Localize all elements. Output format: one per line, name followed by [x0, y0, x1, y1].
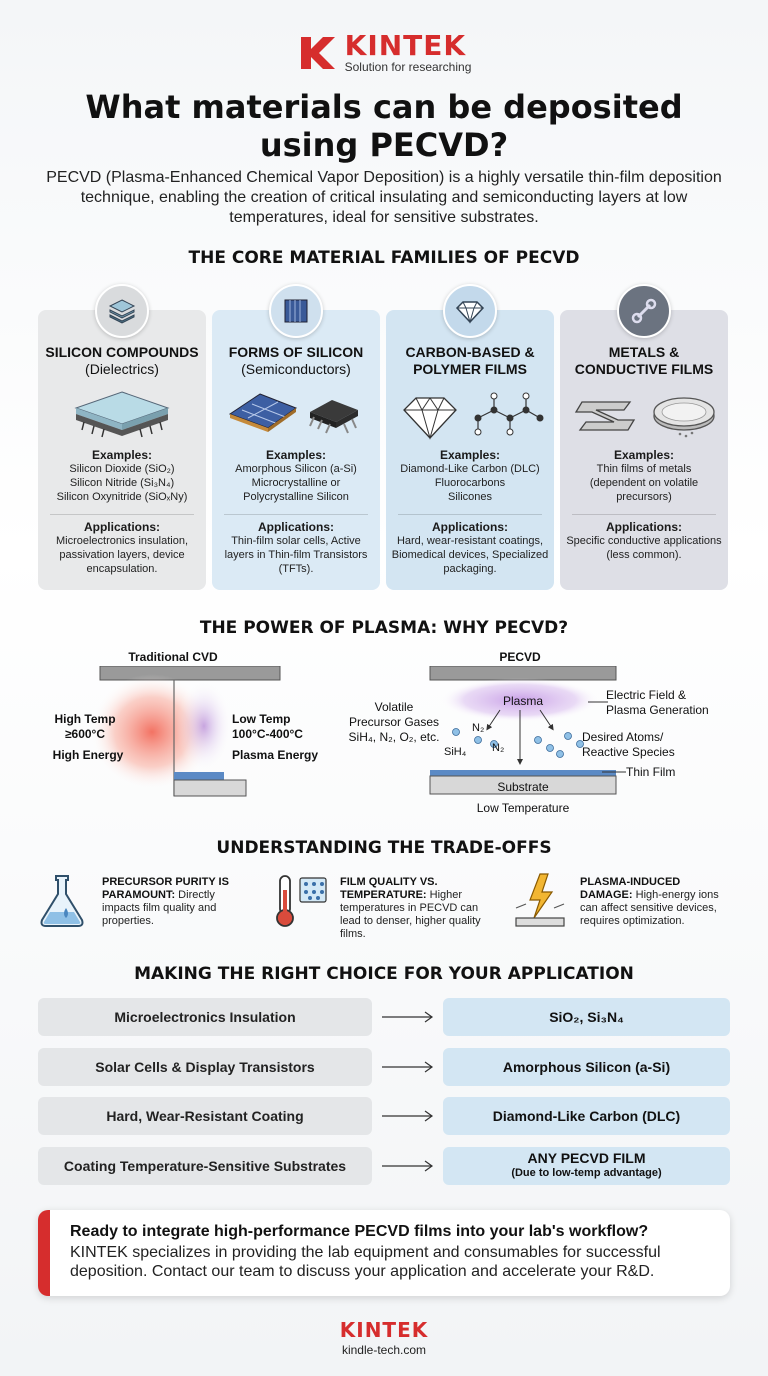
precursor-gases-label: Volatile Precursor Gases SiH₄, N₂, O₂, etc. [348, 700, 440, 744]
tradeoff-purity: PRECURSOR PURITY IS PARAMOUNT: Directly impacts film quality and properties. [102, 876, 229, 927]
diamond-icon [443, 284, 497, 338]
applications-label: Applications: [605, 520, 682, 534]
plasma-energy-label: Plasma Energy [232, 748, 319, 762]
card-title: CARBON-BASED & POLYMER FILMS [405, 344, 535, 377]
applications-label: Applications: [431, 520, 508, 534]
examples-label: Examples: [265, 448, 327, 462]
footer-url[interactable]: kindle-tech.com [341, 1343, 427, 1357]
plasma-label: Plasma [502, 694, 543, 708]
tradeoffs-heading: UNDERSTANDING THE TRADE-OFFS [216, 838, 552, 858]
brand-name: KINTEK [344, 29, 467, 62]
high-temp-label: High Temp ≥600°C [54, 712, 116, 741]
n2-label-a: N₂ [472, 722, 485, 734]
layers-icon [95, 284, 149, 338]
choice-material: SiO₂, Si₃N₄ [443, 998, 730, 1036]
cta-headline: Ready to integrate high-performance PECVD films into your lab's workflow? [70, 1223, 649, 1240]
sih4-label: SiH₄ [444, 746, 467, 758]
intro-text: PECVD (Plasma-Enhanced Chemical Vapor Deposition) is a highly versatile thin-film deposition technique, enabling the creation of critical insulating and semiconducting layers at low temperatures, ideal for sensitive substrates. [46, 169, 722, 226]
arrow-right-icon [378, 998, 436, 1036]
family-card-carbon-polymer [386, 310, 554, 590]
choice-material: ANY PECVD FILM (Due to low-temp advantage) [443, 1147, 730, 1185]
family-card-forms-of-silicon [212, 310, 380, 590]
applications-text: Thin-film solar cells, Active layers in Thin-film Transistors (TFTs). [224, 535, 368, 575]
family-card-silicon-compounds [38, 310, 206, 590]
divider [50, 514, 194, 515]
header-logo [0, 28, 768, 78]
pecvd-diagram-title: PECVD [499, 650, 541, 664]
diamond-and-molecule-illustration-icon [386, 384, 554, 446]
page-title: What materials can be deposited using PECVD? [85, 88, 683, 164]
footer-logo: KINTEK [339, 1318, 429, 1342]
leader-line [602, 770, 626, 774]
link-icon [617, 284, 671, 338]
applications-text: Specific conductive applications (less common). [566, 535, 722, 561]
tradeoff-quality: FILM QUALITY VS. TEMPERATURE: Higher temperatures in PECVD can lead to denser, higher quality films. [340, 876, 481, 940]
divider [572, 514, 716, 515]
plasma-heading: THE POWER OF PLASMA: WHY PECVD? [199, 618, 569, 638]
electric-field-label: Electric Field & Plasma Generation [606, 688, 709, 717]
choice-application: Solar Cells & Display Transistors [38, 1048, 372, 1086]
divider [398, 514, 542, 515]
solar-cell-icon [269, 284, 323, 338]
traditional-cvd-title: Traditional CVD [128, 650, 218, 664]
examples-list: Silicon Dioxide (SiO₂) Silicon Nitride (Si₃N₄) Silicon Oxynitride (SiOₓNy) [56, 463, 188, 503]
lightning-icon [510, 872, 570, 928]
choice-material: Amorphous Silicon (a-Si) [443, 1048, 730, 1086]
wafer-and-transistor-illustration-icon [212, 384, 380, 446]
substrate-label: Substrate [497, 780, 549, 794]
metal-foil-illustration-icon [560, 384, 728, 446]
thin-film-label: Thin Film [626, 765, 676, 779]
families-heading: THE CORE MATERIAL FAMILIES OF PECVD [188, 248, 580, 268]
examples-list: Diamond-Like Carbon (DLC) Fluorocarbons Silicones [400, 463, 540, 503]
examples-list: Amorphous Silicon (a-Si) Microcrystalline or Polycrystalline Silicon [235, 463, 357, 503]
kintek-logo-icon [297, 33, 337, 73]
card-title: METALS & CONDUCTIVE FILMS [574, 344, 714, 377]
chip-illustration-icon [38, 384, 206, 446]
choice-application: Microelectronics Insulation [38, 998, 372, 1036]
low-temperature-label: Low Temperature [476, 801, 570, 815]
examples-list: Thin films of metals (dependent on volatile precursors) [589, 463, 699, 503]
choices-heading: MAKING THE RIGHT CHOICE FOR YOUR APPLICATION [134, 964, 634, 984]
applications-label: Applications: [83, 520, 160, 534]
arrow-right-icon [378, 1048, 436, 1086]
choice-application: Coating Temperature-Sensitive Substrates [38, 1147, 372, 1185]
card-title: SILICON COMPOUNDS (Dielectrics) [45, 344, 199, 377]
arrow-right-icon [378, 1147, 436, 1185]
leader-line [588, 700, 608, 704]
family-card-metals [560, 310, 728, 590]
examples-label: Examples: [91, 448, 153, 462]
desired-atoms-label: Desired Atoms/ Reactive Species [582, 730, 675, 759]
arrow-right-icon [378, 1097, 436, 1135]
n2-label-b: N₂ [492, 742, 505, 754]
tradeoff-damage: PLASMA-INDUCED DAMAGE: High-energy ions can affect sensitive devices, requires optimization. [580, 876, 719, 927]
high-energy-label: High Energy [52, 748, 124, 762]
low-temp-label: Low Temp 100°C-400°C [232, 712, 303, 741]
choice-application: Hard, Wear-Resistant Coating [38, 1097, 372, 1135]
thermometer-icon [272, 872, 332, 930]
card-title: FORMS OF SILICON (Semiconductors) [228, 344, 364, 377]
divider [224, 514, 368, 515]
applications-text: Hard, wear-resistant coatings, Biomedical devices, Specialized packaging. [391, 535, 549, 575]
cta-body: KINTEK specializes in providing the lab equipment and consumables for successful deposition. Contact our team to discuss your application and accelerate your R&D. [70, 1244, 661, 1280]
examples-label: Examples: [613, 448, 675, 462]
applications-label: Applications: [257, 520, 334, 534]
cta-box [38, 1210, 730, 1296]
applications-text: Microelectronics insulation, passivation layers, device encapsulation. [55, 535, 189, 575]
cta-accent-bar [38, 1210, 50, 1296]
examples-label: Examples: [439, 448, 501, 462]
choice-material: Diamond-Like Carbon (DLC) [443, 1097, 730, 1135]
brand-tagline: Solution for researching [344, 60, 472, 74]
flask-icon [38, 872, 90, 928]
